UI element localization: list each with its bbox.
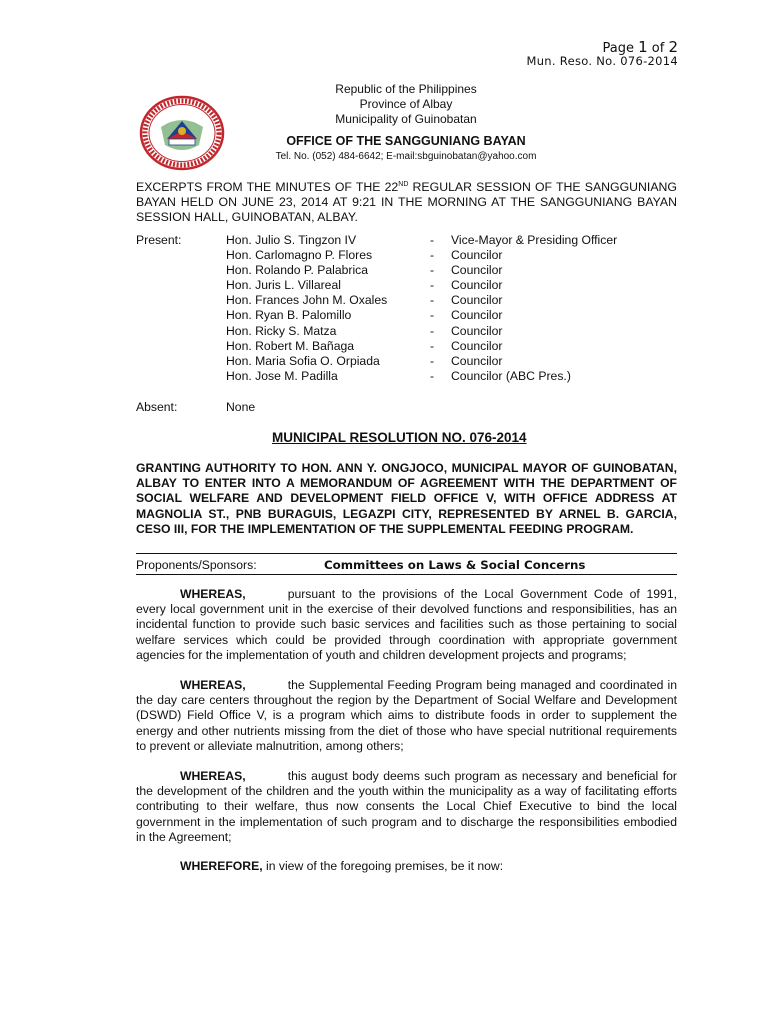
- member-role: Councilor: [451, 353, 503, 368]
- whereas-paragraph: [136, 587, 677, 663]
- whereas-keyword: WHEREAS,: [180, 587, 246, 601]
- absent-value: None: [226, 400, 256, 414]
- member-name: Hon. Ryan B. Palomillo: [226, 308, 352, 323]
- member-role: Councilor: [451, 323, 503, 338]
- member-role: Councilor: [451, 278, 503, 293]
- present-label-spacer: [136, 278, 226, 293]
- header-line-municipality: Municipality of Guinobatan: [335, 112, 477, 126]
- whereas-text: this august body deems such program as necessary and beneficial for the development of the children and the youth within the municipality as a way of facilitating efforts contributing to their welfare, thus now consents the Local Chief Executive to bind the local government in the implementation of such program and to discharge the responsibilities embodied in the Agreement;: [136, 769, 677, 844]
- member-name: Hon. Julio S. Tingzon IV: [226, 233, 357, 247]
- proponents-row: [136, 553, 677, 575]
- present-label-spacer: [136, 293, 226, 308]
- member-role: Councilor: [451, 338, 503, 353]
- member-row: [136, 354, 617, 369]
- attendance-list: [136, 233, 617, 384]
- member-dash: -: [430, 323, 435, 338]
- whereas-text: pursuant to the provisions of the Local Government Code of 1991, every local government unit in the exercise of their devolved functions and responsibilities, has an incidental function to provide such basic services and facilities such as those pertaining to social welfare services which could be provided through coordination with appropriate government agencies for the implementation of youth and children development projects and programs;: [136, 587, 677, 662]
- member-row: [136, 369, 617, 384]
- member-dash: -: [430, 368, 435, 383]
- resolution-subject: GRANTING AUTHORITY TO HON. ANN Y. ONGJOCO, MUNICIPAL MAYOR OF GUINOBATAN, ALBAY TO ENTER INTO A MEMORANDUM OF AGREEMENT WITH THE DEPARTMENT OF SOCIAL WELFARE AND DEVELOPMENT FIELD OFFICE V, WITH OFFICE ADDRESS AT MAGNOLIA ST., PNB BURAGUIS, LEGAZPI CITY, REPRESENTED BY ARNEL B. GARCIA, CESO III, FOR THE IMPLEMENTATION OF THE SUPPLEMENTAL FEEDING PROGRAM.: [136, 461, 677, 536]
- member-name: Hon. Carlomagno P. Flores: [226, 248, 373, 263]
- member-dash: -: [430, 353, 435, 368]
- whereas-keyword: WHEREAS,: [180, 769, 246, 783]
- member-role: Councilor: [451, 263, 503, 278]
- office-name: OFFICE OF THE SANGGUNIANG BAYAN: [286, 134, 526, 148]
- member-role: Councilor (ABC Pres.): [451, 368, 571, 383]
- absent-label: Absent:: [136, 400, 178, 414]
- member-name: Hon. Ricky S. Matza: [226, 323, 337, 338]
- member-dash: -: [430, 233, 435, 247]
- member-row: [136, 233, 617, 248]
- present-label-spacer: [136, 354, 226, 369]
- member-row: [136, 248, 617, 263]
- proponents-label: Proponents/Sponsors:: [136, 558, 257, 572]
- wherefore-keyword: WHEREFORE,: [180, 859, 263, 873]
- current-page: 1: [638, 38, 648, 56]
- whereas-keyword: WHEREAS,: [180, 678, 246, 692]
- member-role: Councilor: [451, 293, 503, 308]
- letterhead: [0, 82, 768, 164]
- member-name: Hon. Frances John M. Oxales: [226, 293, 388, 308]
- member-row: [136, 324, 617, 339]
- member-name: Hon. Juris L. Villareal: [226, 278, 341, 293]
- resolution-title: MUNICIPAL RESOLUTION NO. 076-2014: [272, 430, 527, 445]
- member-dash: -: [430, 248, 435, 263]
- present-label-spacer: [136, 263, 226, 278]
- member-row: [136, 293, 617, 308]
- present-label-spacer: [136, 248, 226, 263]
- member-dash: -: [430, 293, 435, 308]
- present-label: Present:: [136, 233, 182, 247]
- session-excerpt: EXCERPTS FROM THE MINUTES OF THE 22ND REGULAR SESSION OF THE SANGGUNIANG BAYAN HELD ON JUNE 23, 2014 AT 9:21 IN THE MORNING AT THE SANGGUNIANG BAYAN SESSION HALL, GUINOBATAN, ALBAY.: [136, 180, 677, 225]
- member-row: [136, 308, 617, 323]
- contact-line: Tel. No. (052) 484-6642; E-mail:sbguinobatan@yahoo.com: [275, 151, 537, 162]
- present-label-spacer: [136, 339, 226, 354]
- member-dash: -: [430, 338, 435, 353]
- present-label-spacer: [136, 369, 226, 384]
- member-role: Councilor: [451, 248, 503, 263]
- member-row: [136, 278, 617, 293]
- absent-row: [136, 400, 255, 414]
- member-row: [136, 263, 617, 278]
- member-name: Hon. Maria Sofia O. Orpiada: [226, 353, 380, 368]
- whereas-paragraph: [136, 678, 677, 754]
- present-label-spacer: [136, 308, 226, 323]
- header-line-province: Province of Albay: [359, 97, 453, 111]
- whereas-text: the Supplemental Feeding Program being managed and coordinated in the day care centers throughout the region by the Department of Social Welfare and Development (DSWD) Field Office V, is a program which aims to distribute foods in order to supplement the energy and other nutrients missing from the diet of those who have special nutritional requirements to prevent or alleviate malnutrition, among others;: [136, 678, 677, 753]
- wherefore-paragraph: [136, 859, 677, 874]
- resolution-reference: Mun. Reso. No. 076-2014: [526, 54, 678, 68]
- member-row: [136, 339, 617, 354]
- member-dash: -: [430, 263, 435, 278]
- proponents-value: Committees on Laws & Social Concerns: [324, 558, 586, 572]
- member-name: Hon. Jose M. Padilla: [226, 368, 338, 383]
- header-line-republic: Republic of the Philippines: [335, 82, 477, 96]
- member-name: Hon. Rolando P. Palabrica: [226, 263, 369, 278]
- member-dash: -: [430, 278, 435, 293]
- page-number: Page 1 of 2: [602, 38, 678, 56]
- member-role: Vice-Mayor & Presiding Officer: [451, 233, 618, 247]
- member-dash: -: [430, 308, 435, 323]
- member-name: Hon. Robert M. Bañaga: [226, 338, 355, 353]
- present-label-spacer: [136, 324, 226, 339]
- whereas-paragraph: [136, 769, 677, 845]
- wherefore-text: in view of the foregoing premises, be it now:: [262, 859, 504, 873]
- member-role: Councilor: [451, 308, 503, 323]
- total-pages: 2: [668, 38, 678, 56]
